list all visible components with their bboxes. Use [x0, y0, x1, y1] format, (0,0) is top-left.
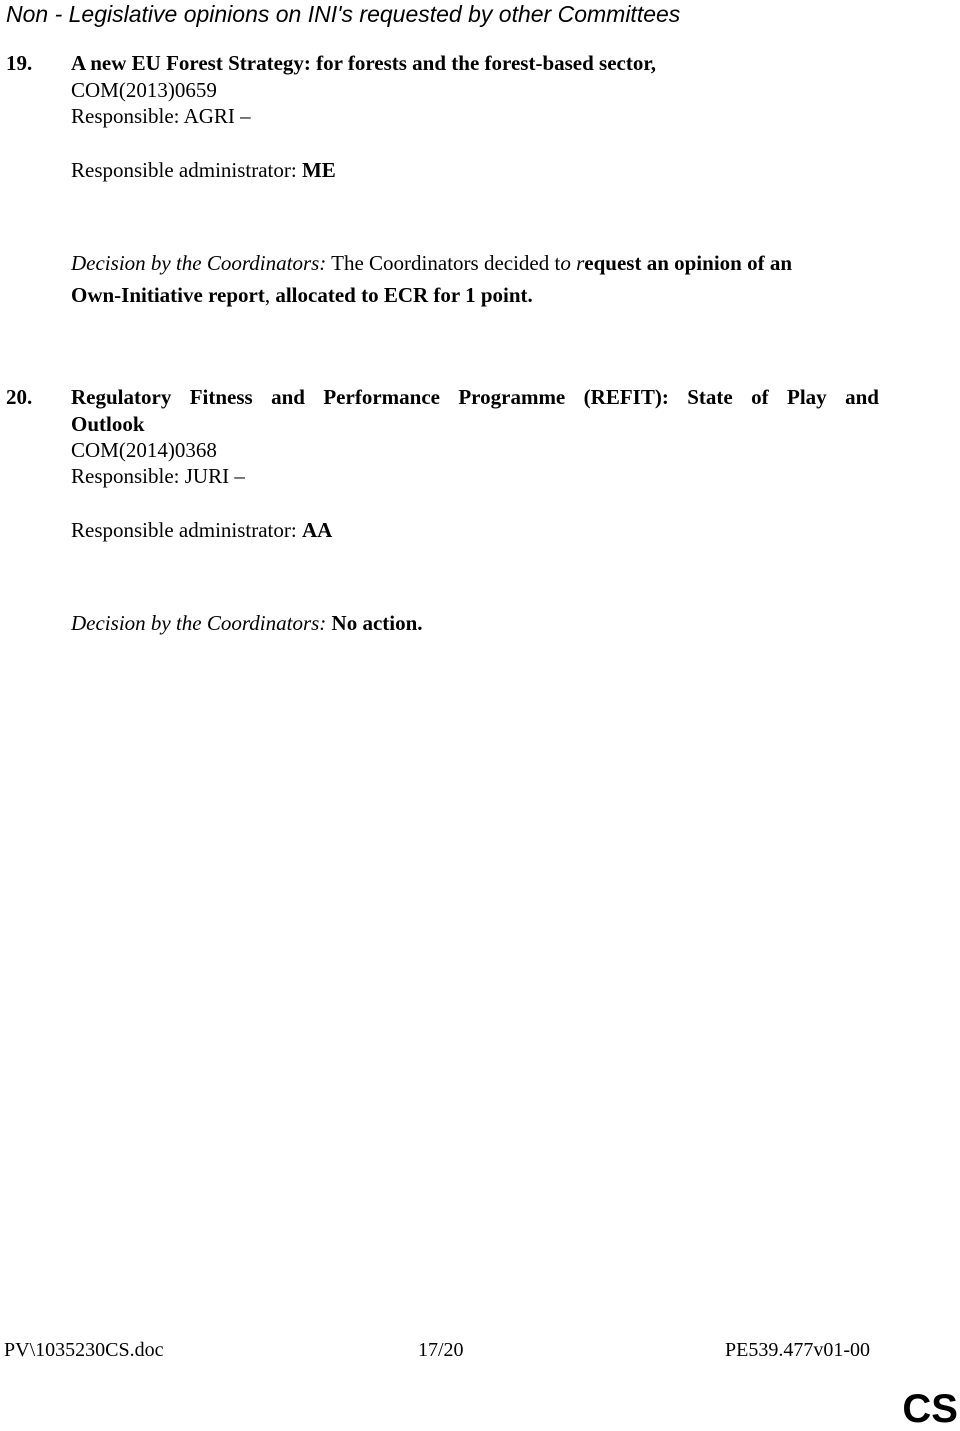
item-20-admin-value: AA [301, 518, 333, 542]
footer-page-number: 17/20 [418, 1339, 464, 1361]
item-19-decision-text-a: The Coordinators decided t [326, 251, 561, 275]
footer-pe-number: PE539.477v01-00 [725, 1339, 870, 1361]
item-20-decision-label: Decision by the Coordinators: [71, 611, 327, 635]
item-19-administrator [71, 157, 336, 183]
item-19-admin-label: Responsible administrator: [71, 158, 302, 182]
item-20-title-word: State [687, 385, 733, 409]
item-19-title: A new EU Forest Strategy: for forests and the forest-based sector, [71, 51, 656, 75]
item-20-title-word: Programme [458, 385, 566, 409]
section-heading: Non - Legislative opinions on INI's requested by other Committees [6, 1, 681, 27]
item-20-title-line-1 [71, 384, 879, 410]
footer-document-ref: PV\1035230CS.doc [4, 1339, 164, 1361]
item-20-title-word: (REFIT): [583, 385, 669, 409]
item-20-title-word: Regulatory [71, 385, 172, 409]
item-20-administrator [71, 517, 332, 543]
item-19-decision-line-1 [71, 250, 792, 276]
footer-language-code: CS [902, 1387, 958, 1431]
item-20-title-word: Performance [323, 385, 440, 409]
item-19-decision-text-c: equest an opinion of an [584, 251, 793, 275]
item-19-reference: COM(2013)0659 [71, 78, 217, 102]
item-19-decision-text-e: , [264, 283, 276, 307]
item-19-admin-value: ME [301, 158, 336, 182]
item-20-title-word: Play [787, 385, 827, 409]
item-20-title-word: and [271, 385, 305, 409]
item-19-decision-text-f: allocated to ECR for 1 point. [275, 283, 533, 307]
item-20-reference: COM(2014)0368 [71, 438, 217, 462]
item-20-title-word: and [845, 385, 879, 409]
item-20-decision-value: No action. [326, 611, 423, 635]
item-19-decision-line-2 [71, 282, 533, 308]
item-20-title-word: of [751, 385, 769, 409]
item-19-decision-text-b: o r [560, 251, 585, 275]
item-20-admin-label: Responsible administrator: [71, 518, 302, 542]
item-20-decision [71, 610, 423, 636]
item-19-responsible: Responsible: AGRI – [71, 104, 251, 128]
item-20-responsible: Responsible: JURI – [71, 464, 245, 488]
item-20-title-word: Fitness [189, 385, 253, 409]
item-20-number: 20. [6, 385, 33, 409]
item-19-decision-label: Decision by the Coordinators: [71, 251, 327, 275]
item-19-decision-text-d: Own-Initiative report [71, 283, 265, 307]
item-20-title-line-2: Outlook [71, 412, 145, 436]
item-19-number: 19. [6, 51, 33, 75]
